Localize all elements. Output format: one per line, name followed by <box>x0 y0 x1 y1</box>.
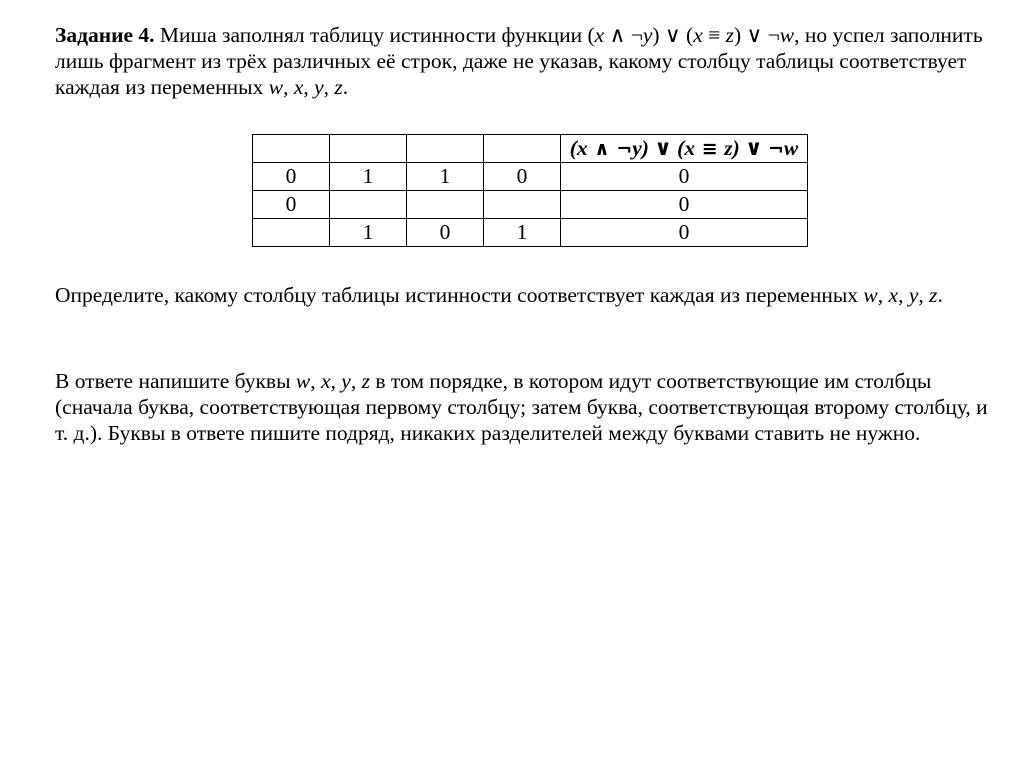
header-cell <box>484 135 561 163</box>
var-y: y <box>642 23 653 47</box>
header-cell <box>330 135 407 163</box>
separator: , <box>330 369 342 393</box>
table-cell <box>484 191 561 219</box>
var-z: z <box>725 23 735 47</box>
period: . <box>342 75 349 99</box>
var-x: x <box>684 135 696 160</box>
equiv-symbol: ≡ <box>702 23 726 47</box>
header-cell <box>253 135 330 163</box>
table-cell: 0 <box>253 163 330 191</box>
var-x: x <box>321 369 331 393</box>
period: . <box>937 283 943 307</box>
var-w: w <box>268 75 284 99</box>
separator: , <box>877 283 889 307</box>
table-header-row <box>253 135 808 163</box>
var-w: w <box>783 135 799 160</box>
separator: , <box>303 75 315 99</box>
var-w: w <box>779 23 795 47</box>
separator: , <box>898 283 909 307</box>
table-cell: 0 <box>253 191 330 219</box>
or-symbol: ) ∨ ( <box>652 23 694 47</box>
not-symbol: ¬ <box>616 137 633 160</box>
and-symbol: ∧ <box>587 137 617 160</box>
table-row <box>253 219 808 247</box>
var-w: w <box>295 369 311 393</box>
var-z: z <box>724 135 733 160</box>
instruction-start: В ответе напишите буквы <box>55 369 296 393</box>
or-symbol: ) ∨ <box>732 135 768 160</box>
or-symbol: ) ∨ ( <box>641 135 685 160</box>
or-not-symbol: ) ∨ ¬ <box>734 23 780 47</box>
table-row <box>253 163 808 191</box>
header-cell <box>407 135 484 163</box>
task-text: , но успел заполнить лишь фрагмент из трёх различных её строк, даже не указав, какому столбцу таблицы соответствует каждая из переменных <box>55 23 983 99</box>
truth-table <box>252 134 808 247</box>
var-x: x <box>293 75 304 99</box>
question-text: Определите, какому столбцу таблицы истинности соответствует каждая из переменных <box>55 283 864 307</box>
var-w: w <box>863 283 878 307</box>
var-z: z <box>361 369 370 393</box>
table-cell: 1 <box>407 163 484 191</box>
table-cell <box>253 219 330 247</box>
function-value-cell: 0 <box>561 163 808 191</box>
var-z: z <box>334 75 343 99</box>
function-header-cell <box>561 135 808 163</box>
equiv-symbol: ≡ <box>695 137 725 160</box>
var-y: y <box>314 75 324 99</box>
table-cell: 0 <box>407 219 484 247</box>
table-cell: 0 <box>484 163 561 191</box>
separator: , <box>918 283 930 307</box>
task-paragraph <box>55 22 1005 100</box>
separator: , <box>283 75 294 99</box>
var-x: x <box>576 135 588 160</box>
formula-part: ( <box>569 135 577 160</box>
table-cell <box>407 191 484 219</box>
separator: , <box>323 75 335 99</box>
var-x: x <box>888 283 899 307</box>
var-z: z <box>929 283 938 307</box>
function-value-cell: 0 <box>561 191 808 219</box>
question-paragraph <box>55 282 1005 308</box>
var-y: y <box>632 135 642 160</box>
separator: , <box>310 369 321 393</box>
function-value-cell: 0 <box>561 219 808 247</box>
var-y: y <box>341 369 351 393</box>
and-not-symbol: ∧ ¬ <box>604 23 643 47</box>
not-symbol: ¬ <box>767 137 784 160</box>
table-cell <box>330 191 407 219</box>
task-intro: Миша заполнял таблицу истинности функции ( <box>154 23 595 47</box>
table-cell: 1 <box>330 163 407 191</box>
task-label: Задание 4. <box>55 23 155 47</box>
table-cell: 1 <box>484 219 561 247</box>
var-y: y <box>908 283 919 307</box>
var-x: x <box>594 23 605 47</box>
separator: , <box>350 369 362 393</box>
var-x: x <box>693 23 703 47</box>
instruction-text: в том порядке, в котором идут соответствующие им столбцы (сначала буква, соответствующая первому столбцу; затем буква, соответствующая второму столбцу, и т. д.). Буквы в ответе пишите подряд, никаких разделителей между буквами ставить не нужно. <box>55 369 988 445</box>
instruction-paragraph <box>55 368 1005 446</box>
table-cell: 1 <box>330 219 407 247</box>
table-row <box>253 191 808 219</box>
